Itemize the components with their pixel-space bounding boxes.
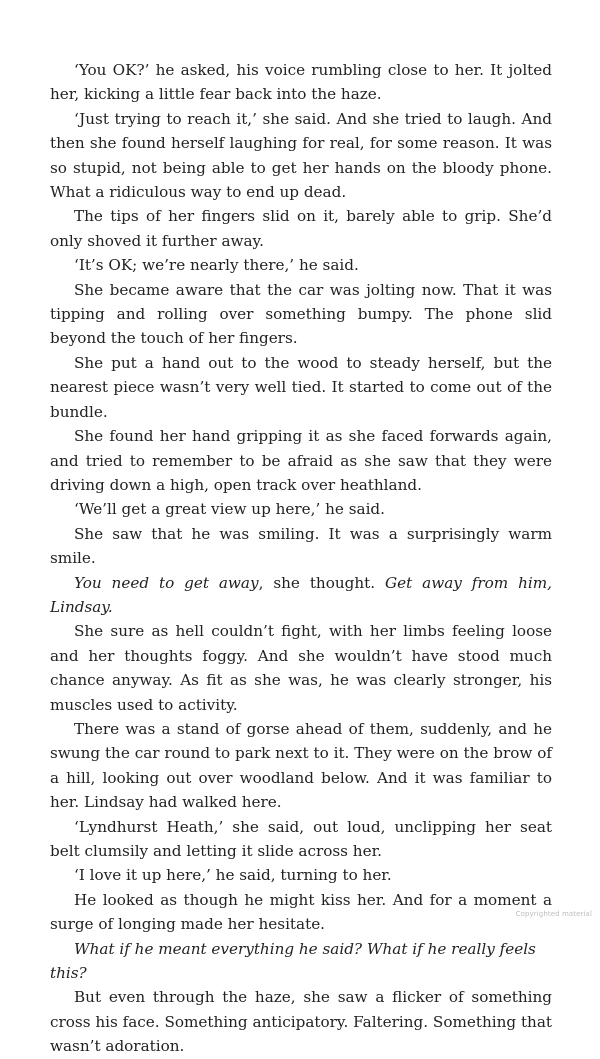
paragraph-8: ‘We’ll get a great view up here,’ he said. — [74, 500, 385, 519]
paragraph-10 — [50, 571, 552, 620]
paragraph-15: He looked as though he might kiss her. And for a moment a surge of longing made her hesitate. — [50, 890, 552, 934]
paragraph-2: ‘Just trying to reach it,’ she said. And she tried to laugh. And then she found herself laughing for real, for some reason. It was so stupid, not being able to get her hands on the bloody phone. What a ridiculous way to end up dead. — [50, 109, 552, 202]
thought-plain: , she thought. — [258, 573, 385, 592]
paragraph-12: There was a stand of gorse ahead of them, suddenly, and he swung the car round to park next to it. They were on the brow of a hill, looking out over woodland below. And it was familiar to her. Lindsay had walked here. — [50, 719, 552, 812]
paragraph-13: ‘Lyndhurst Heath,’ she said, out loud, unclipping her seat belt clumsily and letting it slide across her. — [50, 817, 552, 860]
paragraph-last: But even through the haze, she saw a flicker of something cross his face. Something anticipatory. Faltering. Something that wasn’t adoration. — [50, 988, 552, 1056]
paragraph-9: She saw that he was smiling. It was a surprisingly warm smile. — [50, 524, 552, 568]
paragraph-7: She found her hand gripping it as she faced forwards again, and tried to remember to be afraid as she saw that they were driving down a high, open track over heathland. — [50, 427, 552, 494]
paragraph-6: She put a hand out to the wood to steady herself, but the nearest piece wasn’t very well tied. It started to come out of the bundle. — [50, 353, 552, 421]
italic-thought-line: What if he meant everything he said? What if he really feels this? — [50, 939, 536, 983]
paragraph-1: ‘You OK?’ he asked, his voice rumbling close to her. It jolted her, kicking a little fear back into the haze. — [50, 61, 552, 104]
paragraph-11: She sure as hell couldn’t fight, with her limbs feeling loose and her thoughts foggy. And she wouldn’t have stood much chance anyway. As fit as she was, he was clearly stronger, his muscles used to activity. — [50, 622, 552, 714]
paragraph-4: ‘It’s OK; we’re nearly there,’ he said. — [74, 256, 359, 275]
copyright-watermark: Copyrighted material — [515, 910, 592, 918]
paragraph-3: The tips of her fingers slid on it, barely able to grip. She’d only shoved it further away. — [50, 207, 552, 250]
thought-italic-a: You need to get away — [74, 573, 259, 592]
thought-italic-b: Get away from him, Lindsay. — [50, 573, 552, 616]
page-text — [50, 58, 552, 1059]
paragraph-5: She became aware that the car was jolting now. That it was tipping and rolling over something bumpy. The phone slid beyond the touch of her fingers. — [50, 280, 552, 348]
paragraph-14: ‘I love it up here,’ he said, turning to her. — [74, 866, 392, 885]
